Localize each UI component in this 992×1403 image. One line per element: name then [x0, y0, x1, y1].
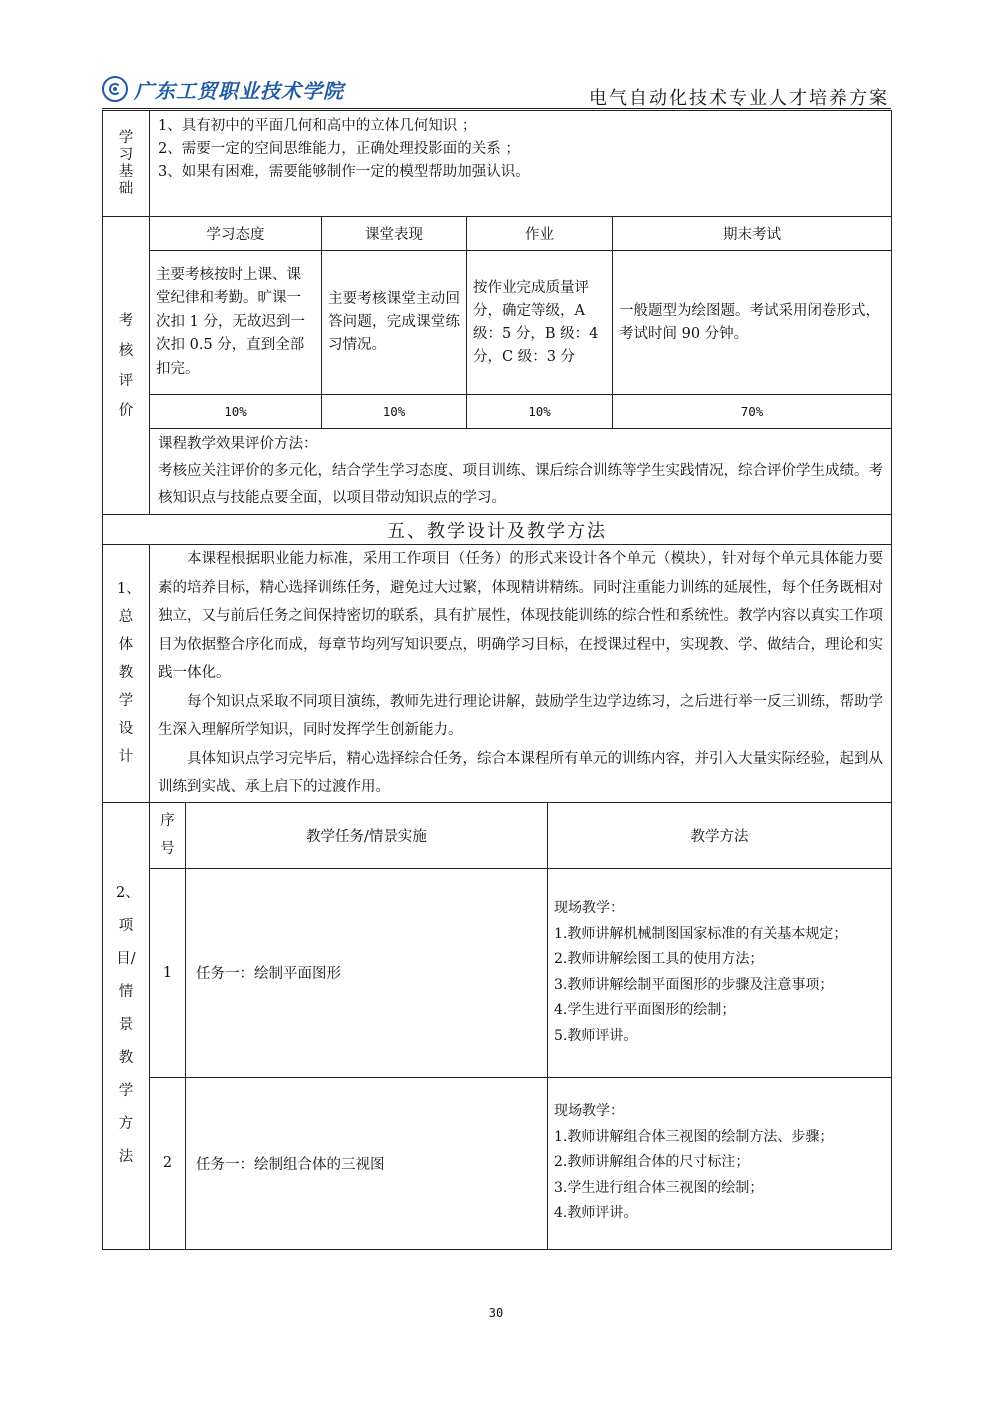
assessment-method-title: 课程教学效果评价方法： — [158, 436, 318, 452]
school-name: 广东工贸职业技术学院 — [134, 78, 344, 103]
weight-attitude: 10% — [150, 395, 322, 429]
assessment-header-row — [103, 217, 892, 251]
method-line: 2.教师讲解组合体的尺寸标注； — [554, 1154, 750, 1171]
assessment-label: 考核评价 — [103, 217, 150, 515]
assessment-method-row — [103, 429, 892, 515]
learning-basis-line: 1、具有初中的平面几何和高中的立体几何知识 ； — [158, 118, 477, 134]
method-line: 1.教师讲解机械制图国家标准的有关基本规定； — [554, 925, 848, 942]
design-paragraph: 具体知识点学习完毕后，精心选择综合任务，综合本课程所有单元的训练内容，并引入大量实际经验，起到从训练到实战、承上启下的过渡作用。 — [158, 750, 884, 795]
project-methods-label: 2、项目/情景教学方法 — [103, 802, 150, 1249]
table-row — [103, 868, 892, 1077]
method-line: 3.教师讲解绘制平面图形的步骤及注意事项； — [554, 976, 834, 993]
col-attitude: 学习态度 — [150, 217, 322, 251]
method-line: 4.教师评讲。 — [554, 1205, 638, 1222]
header-rule — [102, 108, 891, 109]
desc-homework: 按作业完成质量评分，确定等级，A 级：5 分，B 级：4 分，C 级：3 分 — [467, 251, 613, 395]
method-line: 2.教师讲解绘图工具的使用方法； — [554, 951, 764, 967]
assessment-weight-row — [103, 395, 892, 429]
overall-design-label: 1、总体教学设计 — [103, 545, 150, 803]
school-emblem-icon — [102, 76, 128, 102]
project-header-row — [103, 802, 892, 868]
assessment-desc-row — [103, 251, 892, 395]
page-number: 30 — [488, 1306, 504, 1320]
task-seq: 1 — [150, 868, 186, 1077]
method-line: 4.学生进行平面图形的绘制； — [554, 1002, 736, 1018]
col-method: 教学方法 — [548, 802, 892, 868]
learning-basis-row — [103, 111, 892, 217]
learning-basis-label: 学习基础 — [103, 111, 150, 217]
page-header — [102, 72, 891, 108]
learning-basis-line: 2、需要一定的空间思维能力，正确处理投影面的关系 ； — [158, 141, 520, 157]
document-title: 电气自动化技术专业人才培养方案 — [589, 88, 889, 109]
design-paragraph: 每个知识点采取不同项目演练，教师先进行理论讲解，鼓励学生边学边练习，之后进行举一反三训练，帮助学生深入理解所学知识，同时发挥学生创新能力。 — [158, 693, 884, 738]
assessment-method — [150, 429, 892, 515]
design-paragraph: 本课程根据职业能力标准，采用工作项目（任务）的形式来设计各个单元（模块），针对每个单元具体能力要素的培养目标，精心选择训练任务，避免过大过繁，体现精讲精练。同时注重能力训练的延展性，每个任务既相对独立，又与前后任务之间保持密切的联系，具有扩展性，体现技能训练的综合性和系统性。教学内容以真实工作项目为依据整合序化而成，每章节均列写知识要点，明确学习目标，在授课过程中，实现教、学、做结合，理论和实践一体化。 — [158, 551, 884, 681]
task-name: 任务一：绘制平面图形 — [186, 868, 548, 1077]
desc-classroom: 主要考核课堂主动回答问题，完成课堂练习情况。 — [322, 251, 467, 395]
desc-final-exam: 一般题型为绘图题。考试采用闭卷形式，考试时间 90 分钟。 — [613, 251, 892, 395]
col-task: 教学任务/情景实施 — [186, 802, 548, 868]
section-title-row — [103, 515, 892, 545]
learning-basis-content — [150, 111, 892, 217]
method-line: 3.学生进行组合体三视图的绘制； — [554, 1179, 764, 1196]
section-title: 五、教学设计及教学方法 — [103, 515, 892, 545]
col-classroom: 课堂表现 — [322, 217, 467, 251]
col-homework: 作业 — [467, 217, 613, 251]
task-name: 任务一：绘制组合体的三视图 — [186, 1077, 548, 1249]
method-line: 现场教学： — [554, 900, 624, 916]
task-method — [548, 868, 892, 1077]
curriculum-table — [102, 110, 892, 1250]
desc-attitude: 主要考核按时上课、课堂纪律和考勤。旷课一次扣 1 分，无故迟到一次扣 0.5 分，直到全部扣完。 — [150, 251, 322, 395]
method-line: 5.教师评讲。 — [554, 1027, 638, 1044]
weight-homework: 10% — [467, 395, 613, 429]
task-method — [548, 1077, 892, 1249]
method-line: 现场教学： — [554, 1103, 624, 1120]
col-final-exam: 期末考试 — [613, 217, 892, 251]
weight-final-exam: 70% — [613, 395, 892, 429]
learning-basis-line: 3、如果有困难，需要能够制作一定的模型帮助加强认识。 — [158, 164, 530, 180]
overall-design-row — [103, 545, 892, 803]
overall-design-content — [150, 545, 892, 803]
school-logo — [102, 74, 344, 104]
method-line: 1.教师讲解组合体三视图的绘制方法、步骤； — [554, 1128, 834, 1145]
assessment-method-text: 考核应关注评价的多元化，结合学生学习态度、项目训练、课后综合训练等学生实践情况，综合评价学生成绩。考核知识点与技能点要全面，以项目带动知识点的学习。 — [158, 463, 883, 506]
table-row — [103, 1077, 892, 1249]
col-seq: 序号 — [150, 802, 186, 868]
task-seq: 2 — [150, 1077, 186, 1249]
weight-classroom: 10% — [322, 395, 467, 429]
